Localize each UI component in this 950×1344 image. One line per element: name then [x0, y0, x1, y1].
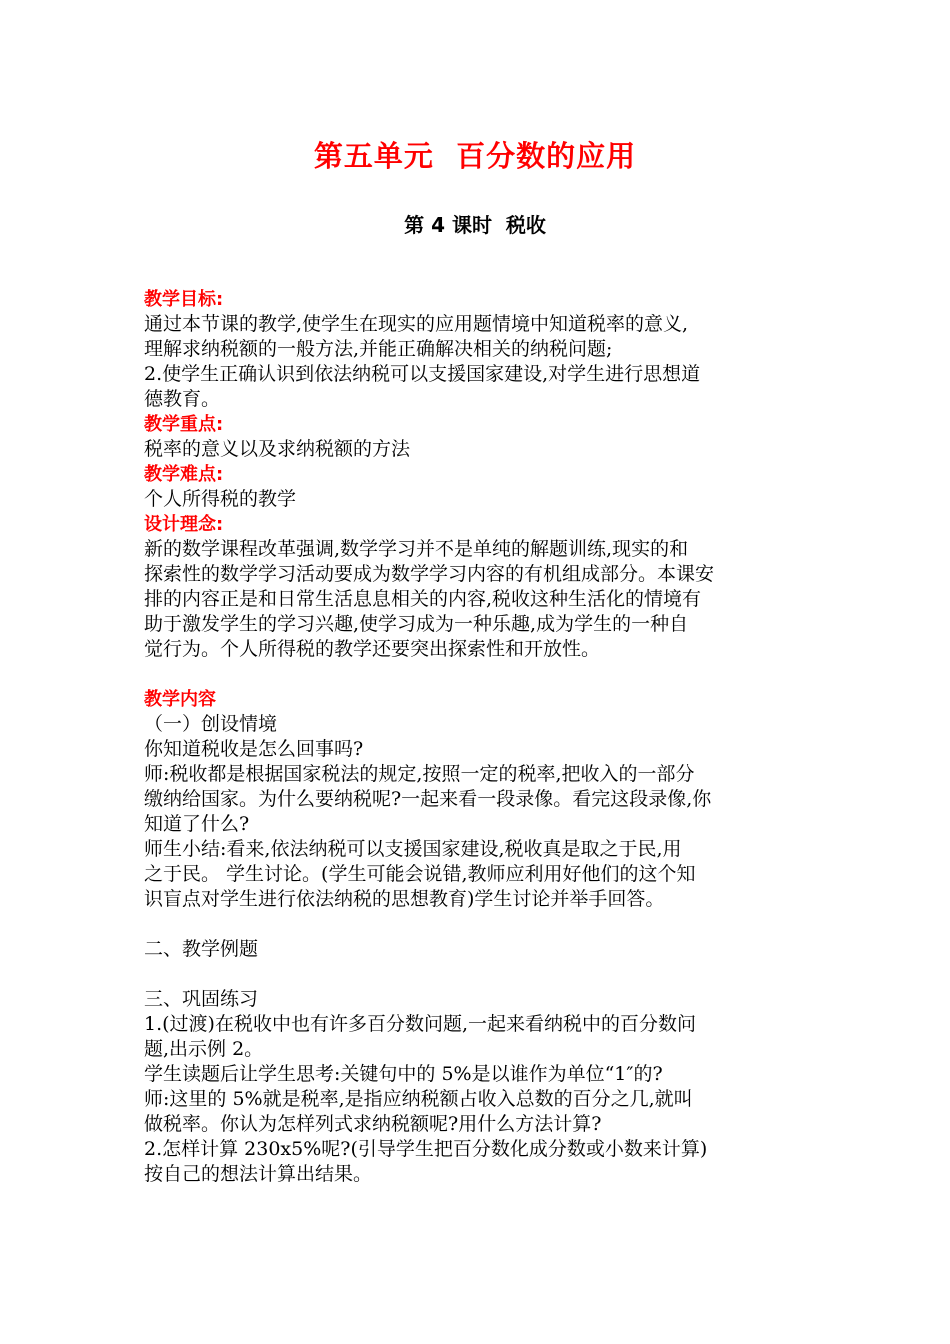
content-heading: 教学内容	[144, 689, 216, 710]
paragraph-line: 德教育。	[144, 388, 221, 410]
lesson-subtitle: 第 4 课时 税收	[404, 213, 546, 237]
paragraph-line: 师:税收都是根据国家税法的规定,按照一定的税率,把收入的一部分	[144, 763, 695, 785]
spacer	[144, 912, 810, 937]
paragraph-line: 学生读题后让学生思考:关键句中的 5%是以谁作为单位“1″的?	[144, 1063, 663, 1085]
paragraph-line: 排的内容正是和日常生活息息相关的内容,税收这种生活化的情境有	[144, 588, 702, 610]
paragraph-line: （一）创设情境	[144, 713, 278, 735]
paragraph-line: 1.(过渡)在税收中也有许多百分数问题,一起来看纳税中的百分数问	[144, 1013, 696, 1035]
document-body	[144, 287, 810, 1187]
paragraph-line: 缴纳给国家。为什么要纳税呢?一起来看一段录像。看完这段录像,你	[144, 788, 712, 810]
objectives-heading: 教学目标:	[144, 289, 224, 310]
paragraph-line: 师生小结:看来,依法纳税可以支援国家建设,税收真是取之于民,用	[144, 838, 682, 860]
design-concept-heading: 设计理念:	[144, 514, 224, 535]
key-points-heading: 教学重点:	[144, 414, 224, 435]
paragraph-line: 新的数学课程改革强调,数学学习并不是单纯的解题训练,现实的和	[144, 538, 689, 560]
paragraph-line: 知道了什么?	[144, 813, 250, 835]
difficulties-heading: 教学难点:	[144, 464, 224, 485]
paragraph-line: 觉行为。个人所得税的教学还要突出探索性和开放性。	[144, 638, 601, 660]
paragraph-line: 税率的意义以及求纳税额的方法	[144, 438, 411, 460]
paragraph-line: 通过本节课的教学,使学生在现实的应用题情境中知道税率的意义,	[144, 313, 689, 335]
paragraph-line: 按自己的想法计算出结果。	[144, 1163, 373, 1185]
spacer	[144, 662, 810, 687]
paragraph-line: 个人所得税的教学	[144, 488, 297, 510]
paragraph-line: 之于民。 学生讨论。(学生可能会说错,教师应利用好他们的这个知	[144, 863, 696, 885]
paragraph-line: 题,出示例 2。	[144, 1038, 264, 1060]
paragraph-line: 2.使学生正确认识到依法纳税可以支援国家建设,对学生进行思想道	[144, 363, 701, 385]
section-two-heading: 二、教学例题	[144, 938, 259, 960]
paragraph-line: 做税率。你认为怎样列式求纳税额呢?用什么方法计算?	[144, 1113, 602, 1135]
paragraph-line: 识盲点对学生进行依法纳税的思想教育)学生讨论并举手回答。	[144, 888, 665, 910]
document-title: 第五单元 百分数的应用	[313, 139, 637, 173]
paragraph-line: 助于激发学生的学习兴趣,使学习成为一种乐趣,成为学生的一种自	[144, 613, 689, 635]
paragraph-line: 探索性的数学学习活动要成为数学学习内容的有机组成部分。本课安	[144, 563, 715, 585]
paragraph-line: 2.怎样计算 230x5%呢?(引导学生把百分数化成分数或小数来计算)	[144, 1138, 708, 1160]
paragraph-line: 理解求纳税额的一般方法,并能正确解决相关的纳税问题;	[144, 338, 613, 360]
paragraph-line: 你知道税收是怎么回事吗?	[144, 738, 364, 760]
spacer	[144, 962, 810, 987]
section-three-heading: 三、巩固练习	[144, 988, 259, 1010]
paragraph-line: 师:这里的 5%就是税率,是指应纳税额占收入总数的百分之几,就叫	[144, 1088, 693, 1110]
